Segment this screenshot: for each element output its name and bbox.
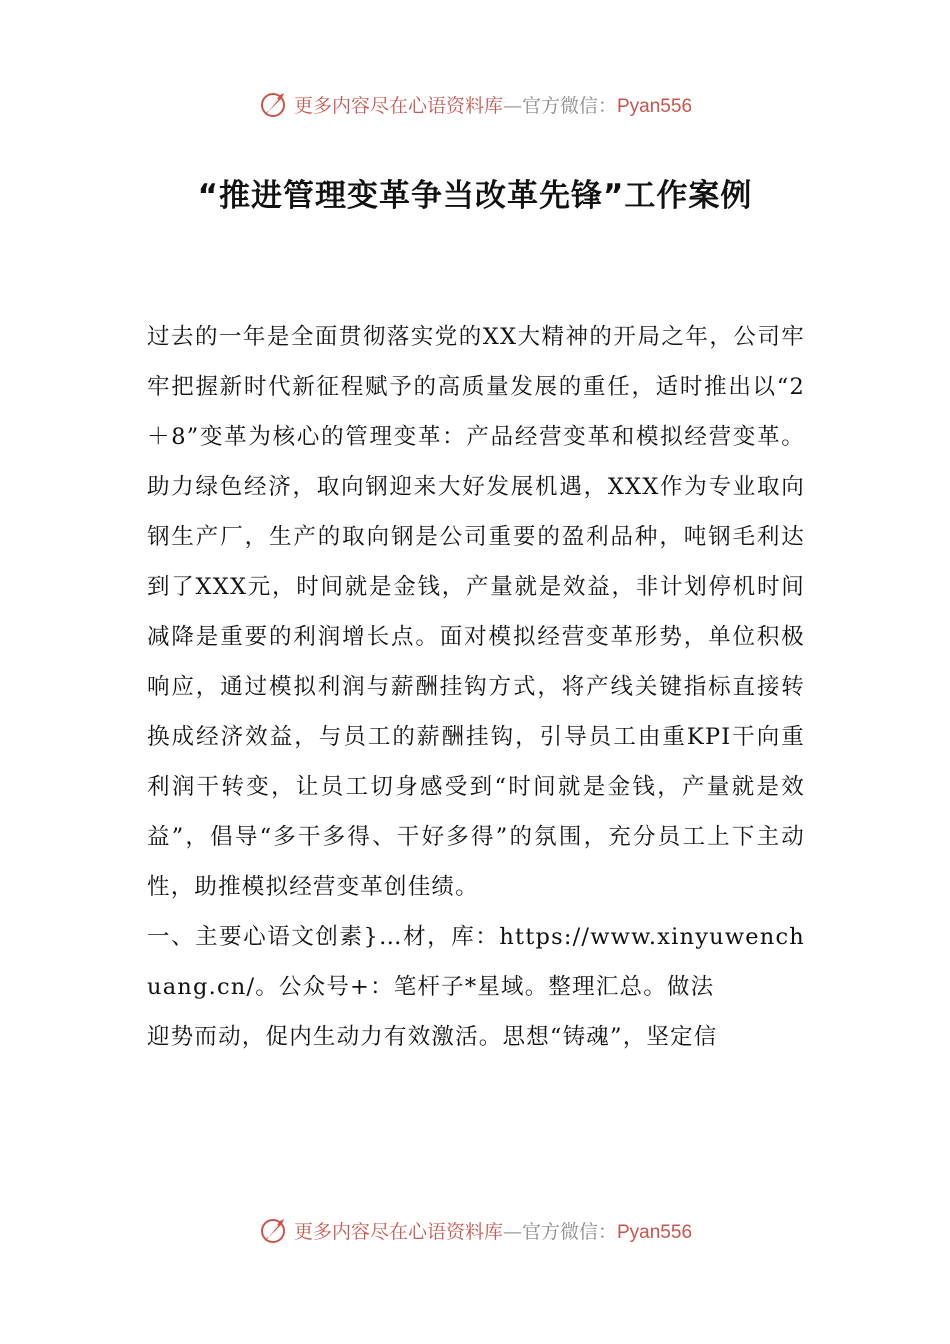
watermark-main: 更多内容尽在心语资料库	[293, 94, 503, 117]
quill-logo-icon	[258, 1215, 288, 1245]
paragraph-intro: 过去的一年是全面贯彻落实党的XX大精神的开局之年，公司牢牢把握新时代新征程赋予的高质量发展的重任，适时推出以“2＋8”变革为核心的管理变革：产品经营变革和模拟经营变革。助力绿色经济，取向钢迎来大好发展机遇，XXX作为专业取向钢生产厂，生产的取向钢是公司重要的盈利品种，吨钢毛利达到了XXX元，时间就是金钱，产量就是效益，非计划停机时间减降是重要的利润增长点。面对模拟经营变革形势，单位积极响应，通过模拟利润与薪酬挂钩方式，将产线关键指标直接转换成经济效益，与员工的薪酬挂钩，引导员工由重KPI干向重利润干转变，让员工切身感受到“时间就是金钱，产量就是效益”，倡导“多干多得、干好多得”的氛围，充分员工上下主动性，助推模拟经营变革创佳绩。	[147, 324, 805, 900]
watermark-code: Pyan556	[617, 1221, 693, 1243]
paragraph-continued: 迎势而动，促内生动力有效激活。思想“铸魂”，坚定信	[147, 1024, 718, 1050]
watermark-text	[294, 1217, 692, 1244]
watermark-header	[0, 86, 950, 122]
watermark-dash: —	[502, 1220, 522, 1243]
watermark-main: 更多内容尽在心语资料库	[293, 1220, 503, 1243]
watermark-sub: 官方微信：	[521, 1220, 617, 1243]
watermark-code: Pyan556	[617, 95, 693, 117]
watermark-sub: 官方微信：	[521, 94, 617, 117]
paragraph-section-one: 一、主要心语文创素}…材，库：https://www.xinyuwenchuang.cn/。公众号+：笔杆子*星域。整理汇总。做法	[147, 924, 805, 1000]
watermark-dash: —	[502, 94, 522, 117]
watermark-text	[294, 91, 692, 118]
watermark-footer	[0, 1212, 950, 1248]
document-body	[147, 312, 805, 1062]
quill-logo-icon	[258, 89, 288, 119]
document-title: “推进管理变革争当改革先锋”工作案例	[197, 178, 753, 214]
